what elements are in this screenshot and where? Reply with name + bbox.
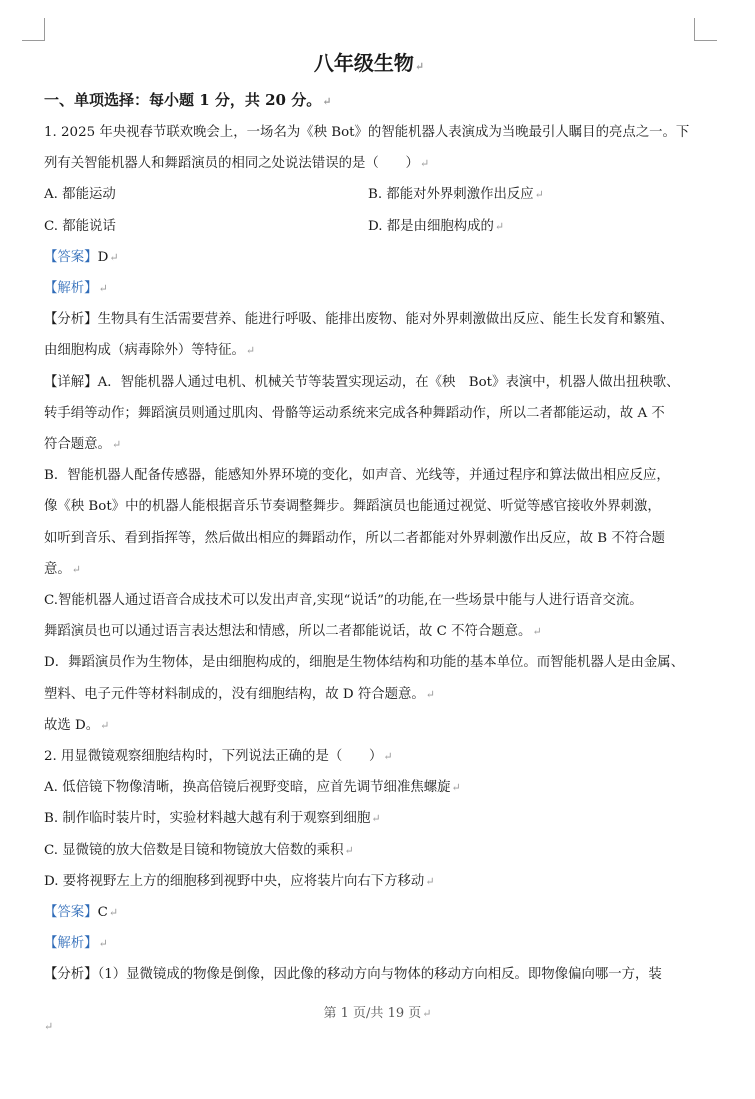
- q1-detail-a2: 转手绢等动作；舞蹈演员则通过肌肉、骨骼等运动系统来完成各种舞蹈动作，所以二者都能运动，故 A 不: [44, 405, 665, 421]
- document-page: [44, 46, 694, 991]
- q1-stem-line1: 1. 2025 年央视春节联欢晚会上，一场名为《秧 Bot》的智能机器人表演成为当晚最引人瞩目的亮点之一。下: [44, 125, 690, 140]
- q2-stem: 2. 用显微镜观察细胞结构时，下列说法正确的是（ ）↵: [44, 749, 393, 765]
- q1-detail-a3: 符合题意。↵: [44, 437, 122, 452]
- q2-fenxi-line1: 【分析】（1）显微镜成的物像是倒像，因此像的移动方向与物体的移动方向相反。即物像偏向哪一方，装: [44, 967, 662, 983]
- q1-stem-line2: 列有关智能机器人和舞蹈演员的相同之处说法错误的是（ ）↵: [44, 156, 430, 172]
- q2-option-a: A. 低倍镜下物像清晰，换高倍镜后视野变暗，应首先调节细准焦螺旋↵: [44, 780, 461, 796]
- q1-options-row2: [44, 211, 694, 242]
- crop-mark-top-right: [694, 18, 717, 41]
- q2-answer: 【答案】C↵: [44, 905, 119, 921]
- page-title: 八年级生物↵: [313, 51, 425, 75]
- q1-option-c: C. 都能说话: [44, 218, 116, 234]
- q1-option-b: B. 都能对外界刺激作出反应↵: [368, 187, 544, 203]
- q2-analysis-tag: 【解析】↵: [44, 936, 108, 952]
- answer-tag: 【答案】: [44, 249, 98, 265]
- q1-fenxi-line2: 由细胞构成（病毒除外）等特征。↵: [44, 343, 256, 359]
- q1-detail-b3: 如听到音乐、看到指挥等，然后做出相应的舞蹈动作，所以二者都能对外界刺激作出反应，故 B 不符合题: [44, 530, 665, 546]
- q1-detail-d1: D．舞蹈演员作为生物体，是由细胞构成的，细胞是生物体结构和功能的基本单位。而智能机器人是由金属、: [44, 655, 685, 671]
- q1-fenxi-line1: 【分析】生物具有生活需要营养、能进行呼吸、能排出废物、能对外界刺激做出反应、能生长发育和繁殖、: [44, 312, 674, 328]
- q1-detail-b2: 像《秧 Bot》中的机器人能根据音乐节奏调整舞步。舞蹈演员也能通过视觉、听觉等感官接收外界刺激，: [44, 499, 661, 515]
- q1-options-row1: [44, 179, 694, 210]
- q1-detail-c2: 舞蹈演员也可以通过语言表达想法和情感，所以二者都能说话，故 C 不符合题意。↵: [44, 624, 542, 640]
- q1-analysis-tag: 【解析】↵: [44, 280, 108, 296]
- q1-detail-b1: B．智能机器人配备传感器，能感知外界环境的变化，如声音、光线等，并通过程序和算法做出相应反应，: [44, 468, 670, 484]
- answer-tag: 【答案】: [44, 905, 98, 921]
- q1-option-d: D. 都是由细胞构成的↵: [368, 218, 505, 234]
- page-footer: 第 1 页/共 19 页↵: [323, 1006, 432, 1021]
- q1-detail-c1: C.智能机器人通过语音合成技术可以发出声音,实现“说话”的功能,在一些场景中能与人进行语音交流。: [44, 593, 643, 609]
- q1-detail-a1: 【详解】A．智能机器人通过电机、机械关节等装置实现运动，在《秧 Bot》表演中，机器人做出扭秧歌、: [44, 374, 680, 390]
- q2-option-b: B. 制作临时装片时，实验材料越大越有利于观察到细胞↵: [44, 811, 381, 827]
- q2-option-d: D. 要将视野左上方的细胞移到视野中央，应将装片向右下方移动↵: [44, 873, 435, 889]
- q1-option-a: A. 都能运动: [44, 187, 116, 203]
- q1-conclusion: 故选 D。↵: [44, 717, 110, 733]
- q2-option-c: C. 显微镜的放大倍数是目镜和物镜放大倍数的乘积↵: [44, 842, 354, 858]
- crop-mark-top-left: [22, 18, 45, 41]
- q1-answer: 【答案】D↵: [44, 249, 119, 265]
- q1-detail-d2: 塑料、电子元件等材料制成的，没有细胞结构，故 D 符合题意。↵: [44, 686, 436, 702]
- q1-detail-b4: 意。↵: [44, 561, 81, 577]
- section-heading: 一、单项选择：每小题 1 分，共 20 分。↵: [44, 91, 332, 109]
- paragraph-mark: ↵: [44, 1020, 54, 1033]
